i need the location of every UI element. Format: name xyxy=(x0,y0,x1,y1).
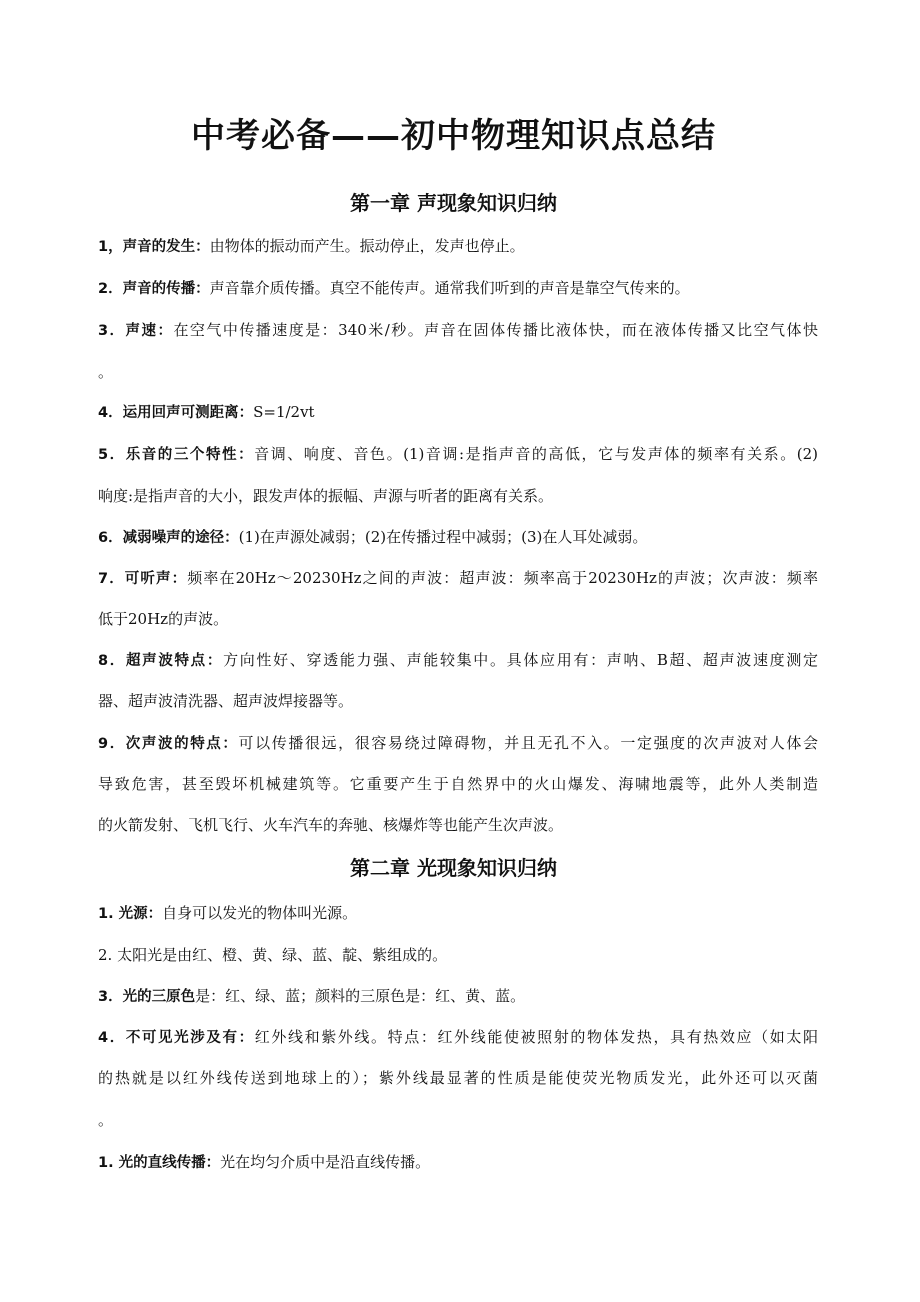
paragraph-line xyxy=(98,813,818,837)
paragraph-line xyxy=(98,234,818,259)
document-title: 中考必备——初中物理知识点总结 xyxy=(191,116,716,156)
item-text: 的火箭发射、飞机飞行、火车汽车的奔驰、核爆炸等也能产生次声波。 xyxy=(98,816,564,834)
paragraph-line xyxy=(98,1150,818,1175)
item-label: 4．运用回声可测距离： xyxy=(98,405,254,421)
paragraph-line xyxy=(98,566,818,591)
item-text: 响度:是指声音的大小，跟发声体的振幅、声源与听者的距离有关系。 xyxy=(98,487,554,505)
item-label: 3．声速： xyxy=(98,323,174,339)
paragraph-line xyxy=(98,901,818,926)
paragraph-line xyxy=(98,484,818,508)
paragraph-line xyxy=(98,318,818,343)
item-text: 由物体的振动而产生。振动停止，发声也停止。 xyxy=(209,237,525,255)
item-text: 低于20Hz的声波。 xyxy=(98,610,229,628)
paragraph-line xyxy=(98,1025,818,1050)
paragraph-line xyxy=(98,689,818,713)
item-label: 8．超声波特点： xyxy=(98,653,224,669)
item-label: 6．减弱噪声的途径： xyxy=(98,530,239,546)
paragraph-line xyxy=(98,607,818,631)
item-label: 5．乐音的三个特性： xyxy=(98,447,255,463)
paragraph-line xyxy=(98,772,818,796)
item-text: 光在均匀介质中是沿直线传播。 xyxy=(220,1153,431,1171)
paragraph-line xyxy=(98,525,818,550)
item-text: 。 xyxy=(98,363,114,381)
chapter-1-heading: 第一章 声现象知识归纳 xyxy=(350,191,557,215)
item-label: 2．声音的传播： xyxy=(98,281,210,297)
paragraph-line xyxy=(98,943,818,967)
paragraph-line xyxy=(98,648,818,673)
item-text: 器、超声波清洗器、超声波焊接器等。 xyxy=(98,692,354,710)
item-label: 1. 光源： xyxy=(98,906,163,922)
item-text: 自身可以发光的物体叫光源。 xyxy=(162,904,358,922)
paragraph-line xyxy=(98,731,818,756)
item-text: 在空气中传播速度是：340米/秒。声音在固体传播比液体快，而在液体传播又比空气体快 xyxy=(173,321,818,339)
paragraph-line xyxy=(98,1108,818,1132)
item-label: 3．光的三原色 xyxy=(98,989,196,1005)
item-text: 音调、响度、音色。(1)音调:是指声音的高低，它与发声体的频率有关系。(2) xyxy=(254,445,818,463)
item-label: 4．不可见光涉及有： xyxy=(98,1030,255,1046)
item-label: 1. 光的直线传播： xyxy=(98,1155,221,1171)
paragraph-line xyxy=(98,984,818,1009)
item-text: 频率在20Hz～20230Hz之间的声波：超声波：频率高于20230Hz的声波；次声波：频率 xyxy=(187,569,818,587)
paragraph-line xyxy=(98,400,818,425)
item-text: 导致危害，甚至毁坏机械建筑等。它重要产生于自然界中的火山爆发、海啸地震等，此外人类制造 xyxy=(98,775,818,793)
paragraph-line xyxy=(98,276,818,301)
item-text: S=1/2vt xyxy=(253,403,315,421)
item-label: 7．可听声： xyxy=(98,571,188,587)
paragraph-line xyxy=(98,1066,818,1090)
item-label: 1，声音的发生： xyxy=(98,239,210,255)
item-text: 的热就是以红外线传送到地球上的）；紫外线最显著的性质是能使荧光物质发光，此外还可以灭菌 xyxy=(98,1069,818,1087)
item-text: 。 xyxy=(98,1111,114,1129)
item-text: 2. 太阳光是由红、橙、黄、绿、蓝、靛、紫组成的。 xyxy=(98,946,448,964)
item-text: 声音靠介质传播。真空不能传声。通常我们听到的声音是靠空气传来的。 xyxy=(209,279,690,297)
item-label: 9．次声波的特点： xyxy=(98,736,239,752)
item-text: 可以传播很远，很容易绕过障碍物，并且无孔不入。一定强度的次声波对人体会 xyxy=(238,734,818,752)
item-text: 红外线和紫外线。特点：红外线能使被照射的物体发热，具有热效应（如太阳 xyxy=(254,1028,818,1046)
paragraph-line xyxy=(98,360,818,384)
item-text: (1)在声源处减弱；(2)在传播过程中减弱；(3)在人耳处减弱。 xyxy=(238,528,648,546)
paragraph-line xyxy=(98,442,818,467)
chapter-2-heading: 第二章 光现象知识归纳 xyxy=(350,856,557,880)
item-text: 方向性好、穿透能力强、声能较集中。具体应用有：声呐、B超、超声波速度测定 xyxy=(223,651,818,669)
item-text: 是：红、绿、蓝；颜料的三原色是：红、黄、蓝。 xyxy=(195,987,526,1005)
